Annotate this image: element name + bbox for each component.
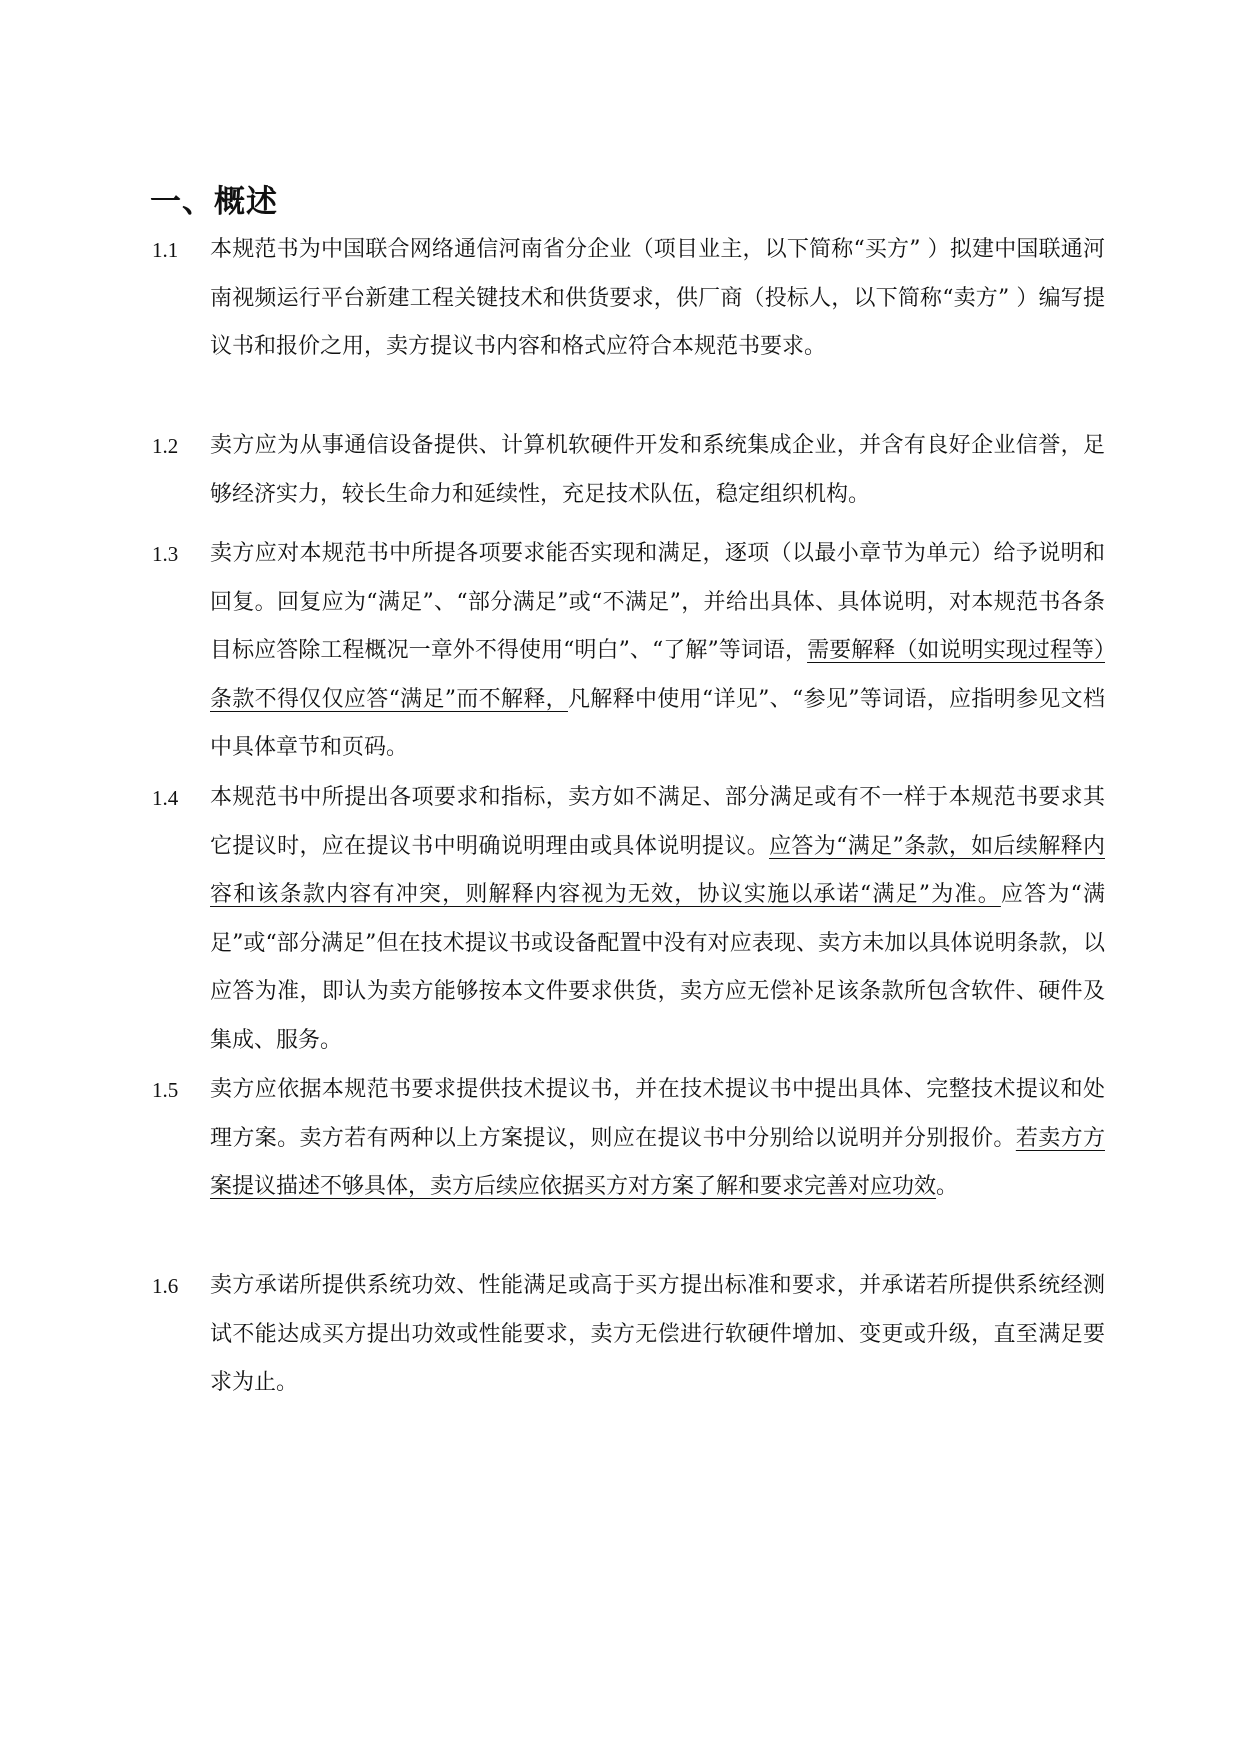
clause-text — [210, 1066, 1105, 1212]
clause-number: 1.2 — [152, 434, 179, 458]
clause-text-plain: 本规范书中所提出各项要求和指标，卖方如不满足、部分满足或有不一样于本规范书要求其它提议时，应在提议书中明确说明理由或具体说明提议。 — [210, 785, 1105, 859]
clause-text — [210, 530, 1105, 773]
clause-text-underlined: 需要解释（如说明实现过程等）条款不得仅仅应答“满足”而不解释， — [210, 638, 1105, 712]
clause-text: 本规范书为中国联合网络通信河南省分企业（项目业主，以下简称“买方” ）拟建中国联通河南视频运行平台新建工程关键技术和供货要求，供厂商（投标人，以下简称“卖方” ）编写提议书和报价之用，卖方提议书内容和格式应符合本规范书要求。 — [210, 237, 1105, 359]
clause-number: 1.5 — [152, 1078, 179, 1102]
clause-text-plain: 卖方应依据本规范书要求提供技术提议书，并在技术提议书中提出具体、完整技术提议和处理方案。卖方若有两种以上方案提议，则应在提议书中分别给以说明并分别报价。 — [210, 1077, 1105, 1151]
clause-text-plain: 卖方应对本规范书中所提各项要求能否实现和满足，逐项（以最小章节为单元）给予说明和回复。回复应为“满足”、“部分满足”或“不满足”，并给出具体、具体说明，对本规范书各条目标应答除工程概况一章外不得使用“明白”、“了解”等词语， — [210, 541, 1105, 663]
clause-number: 1.3 — [152, 542, 179, 566]
clause-text-plain: 。 — [936, 1174, 959, 1199]
clause-text: 卖方承诺所提供系统功效、性能满足或高于买方提出标准和要求，并承诺若所提供系统经测试不能达成买方提出功效或性能要求，卖方无偿进行软硬件增加、变更或升级，直至满足要求为止。 — [210, 1273, 1105, 1395]
clause-number: 1.6 — [152, 1274, 179, 1298]
clause-text-underlined: 应答为“满足”条款，如后续解释内容和该条款内容有冲突，则解释内容视为无效，协议实施以承诺“满足”为准。 — [210, 833, 1105, 907]
clause-text — [210, 774, 1105, 1065]
clause-text: 卖方应为从事通信设备提供、计算机软硬件开发和系统集成企业，并含有良好企业信誉，足够经济实力，较长生命力和延续性，充足技术队伍，稳定组织机构。 — [210, 433, 1105, 507]
clause-text-underlined: 若卖方方案提议描述不够具体，卖方后续应依据买方对方案了解和要求完善对应功效 — [210, 1125, 1105, 1199]
clause-text-plain: 凡解释中使用“详见”、“参见”等词语，应指明参见文档中具体章节和页码。 — [210, 686, 1105, 760]
clause-number: 1.4 — [152, 786, 179, 810]
clause-text-plain: 应答为“满足”或“部分满足”但在技术提议书或设备配置中没有对应表现、卖方未加以具体说明条款，以应答为准，即认为卖方能够按本文件要求供货，卖方应无偿补足该条款所包含软件、硬件及集成、服务。 — [210, 882, 1105, 1053]
section-heading: 一、概述 — [150, 184, 278, 220]
clause-number: 1.1 — [152, 238, 179, 262]
